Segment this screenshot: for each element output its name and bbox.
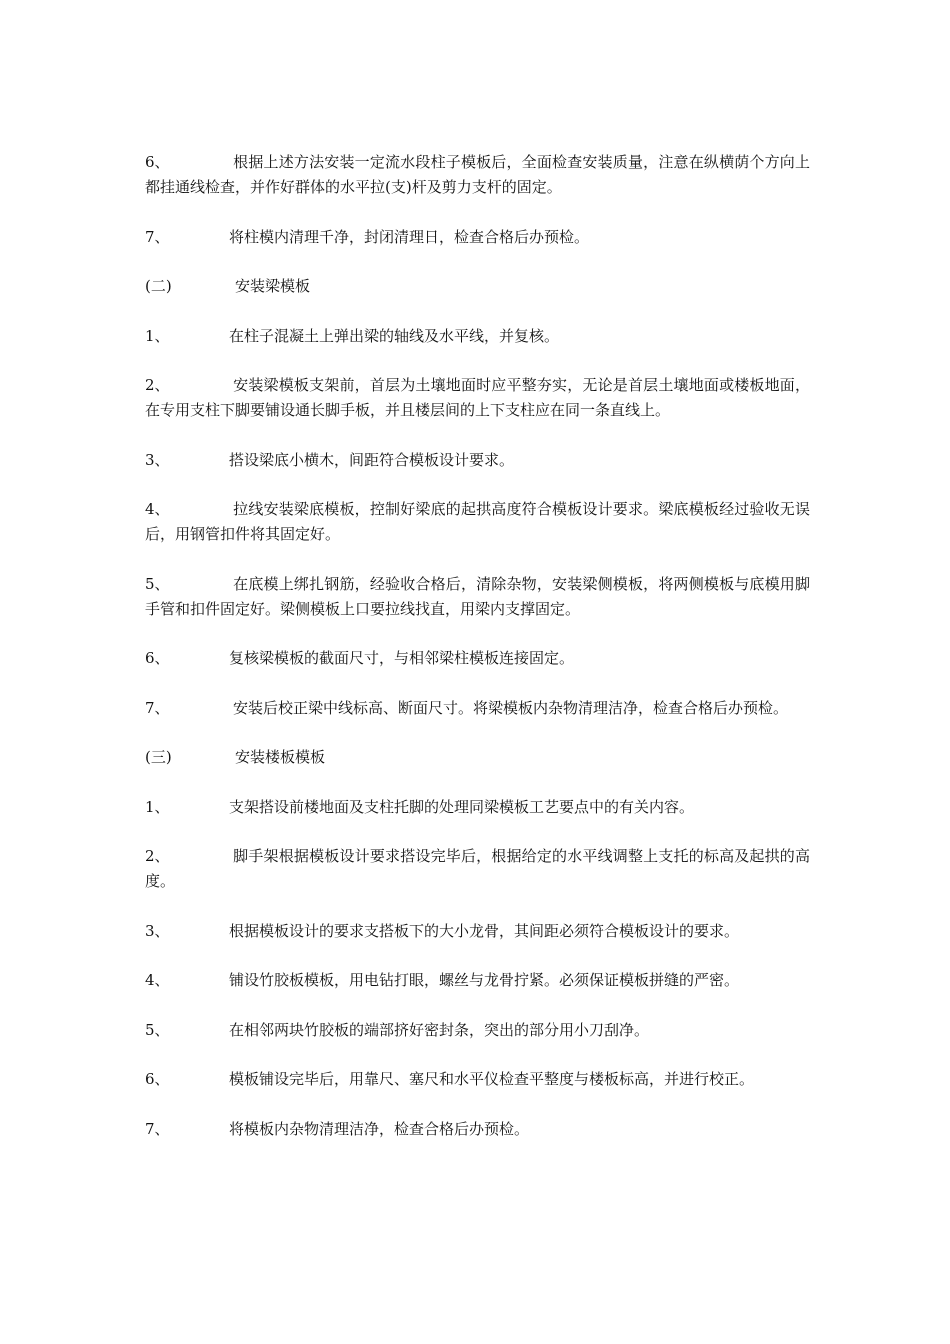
paragraph-step-6-floor: [145, 1067, 810, 1092]
item-number: 6、: [145, 649, 170, 667]
paragraph-step-1-beam: [145, 324, 810, 349]
paragraph-text: 将模板内杂物清理洁净，检查合格后办预检。: [229, 1119, 530, 1138]
paragraph-text: 在底模上绑扎钢筋，经验收合格后，清除杂物，安装梁侧模板，将两侧模板与底模用脚手管和扣件固定好。梁侧模板上口要拉线找直，用梁内支撑固定。: [145, 574, 810, 618]
paragraph-step-7-column: [145, 225, 810, 250]
section-title: 安装楼板模板: [235, 748, 326, 766]
section-heading-beam: [145, 274, 810, 299]
item-number: 3、: [145, 921, 170, 940]
paragraph-text: 脚手架根据模板设计要求搭设完毕后，根据给定的水平线调整上支托的标高及起拱的高度。: [145, 847, 810, 890]
paragraph-step-4-floor: [145, 968, 810, 993]
item-number: 7、: [145, 698, 170, 717]
item-number: 1、: [145, 326, 170, 345]
paragraph-text: 搭设梁底小横木，间距符合模板设计要求。: [229, 450, 515, 469]
paragraph-text: 根据上述方法安装一定流水段柱子模板后，全面检查安装质量，注意在纵横荫个方向上都挂通线检查，并作好群体的水平拉(支)杆及剪力支杆的固定。: [145, 153, 810, 196]
paragraph-text: 在相邻两块竹胶板的端部挤好密封条，突出的部分用小刀刮净。: [229, 1020, 650, 1039]
paragraph-text: 将柱模内清理千净，封闭清理日，检查合格后办预检。: [229, 227, 590, 246]
paragraph-text: 安装后校正梁中线标高、断面尺寸。将梁模板内杂物清理洁净，检查合格后办预检。: [233, 698, 789, 717]
paragraph-text: 拉线安装梁底模板，控制好梁底的起拱高度符合模板设计要求。梁底模板经过验收无误后，用钢管扣件将其固定好。: [145, 500, 810, 543]
paragraph-step-3-beam: [145, 448, 810, 473]
paragraph-text: 根据模板设计的要求支搭板下的大小龙骨，其间距必须符合模板设计的要求。: [229, 921, 740, 940]
document-body: [145, 150, 810, 1166]
item-number: 7、: [145, 1119, 170, 1138]
item-number: 6、: [145, 1070, 170, 1088]
paragraph-text: 在柱子混凝土上弹出梁的轴线及水平线，并复核。: [229, 326, 560, 345]
paragraph-step-6-beam: [145, 646, 810, 671]
paragraph-step-2-floor: [145, 844, 810, 894]
paragraph-text: 铺设竹胶板模板，用电钻打眼，螺丝与龙骨拧紧。必须保证模板拼缝的严密。: [229, 971, 740, 989]
section-number: (三): [145, 748, 172, 766]
item-number: 5、: [145, 1020, 170, 1039]
item-number: 1、: [145, 797, 170, 816]
item-number: 2、: [145, 376, 170, 394]
section-number: (二): [145, 277, 172, 295]
paragraph-text: 复核梁模板的截面尺寸，与相邻梁柱模板连接固定。: [229, 649, 575, 667]
paragraph-step-3-floor: [145, 919, 810, 944]
paragraph-text: 支架搭设前楼地面及支柱托脚的处理同梁模板工艺要点中的有关内容。: [229, 797, 695, 816]
paragraph-step-5-floor: [145, 1018, 810, 1043]
item-number: 2、: [145, 847, 170, 865]
paragraph-step-7-beam: [145, 696, 810, 721]
paragraph-step-6-column: [145, 150, 810, 200]
item-number: 5、: [145, 574, 170, 593]
item-number: 6、: [145, 153, 170, 171]
item-number: 4、: [145, 971, 170, 989]
paragraph-text: 安装梁模板支架前，首层为土壤地面时应平整夯实，无论是首层土壤地面或楼板地面，在专用支柱下脚要铺设通长脚手板，并且楼层间的上下支柱应在同一条直线上。: [145, 376, 810, 419]
item-number: 7、: [145, 227, 170, 246]
paragraph-step-7-floor: [145, 1117, 810, 1142]
section-title: 安装梁模板: [235, 277, 311, 295]
item-number: 4、: [145, 500, 170, 518]
item-number: 3、: [145, 450, 170, 469]
paragraph-step-5-beam: [145, 572, 810, 622]
paragraph-step-4-beam: [145, 497, 810, 547]
section-heading-floor: [145, 745, 810, 770]
paragraph-step-1-floor: [145, 795, 810, 820]
paragraph-text: 模板铺设完毕后，用靠尺、塞尺和水平仪检查平整度与楼板标高，并进行校正。: [229, 1070, 755, 1088]
paragraph-step-2-beam: [145, 373, 810, 423]
